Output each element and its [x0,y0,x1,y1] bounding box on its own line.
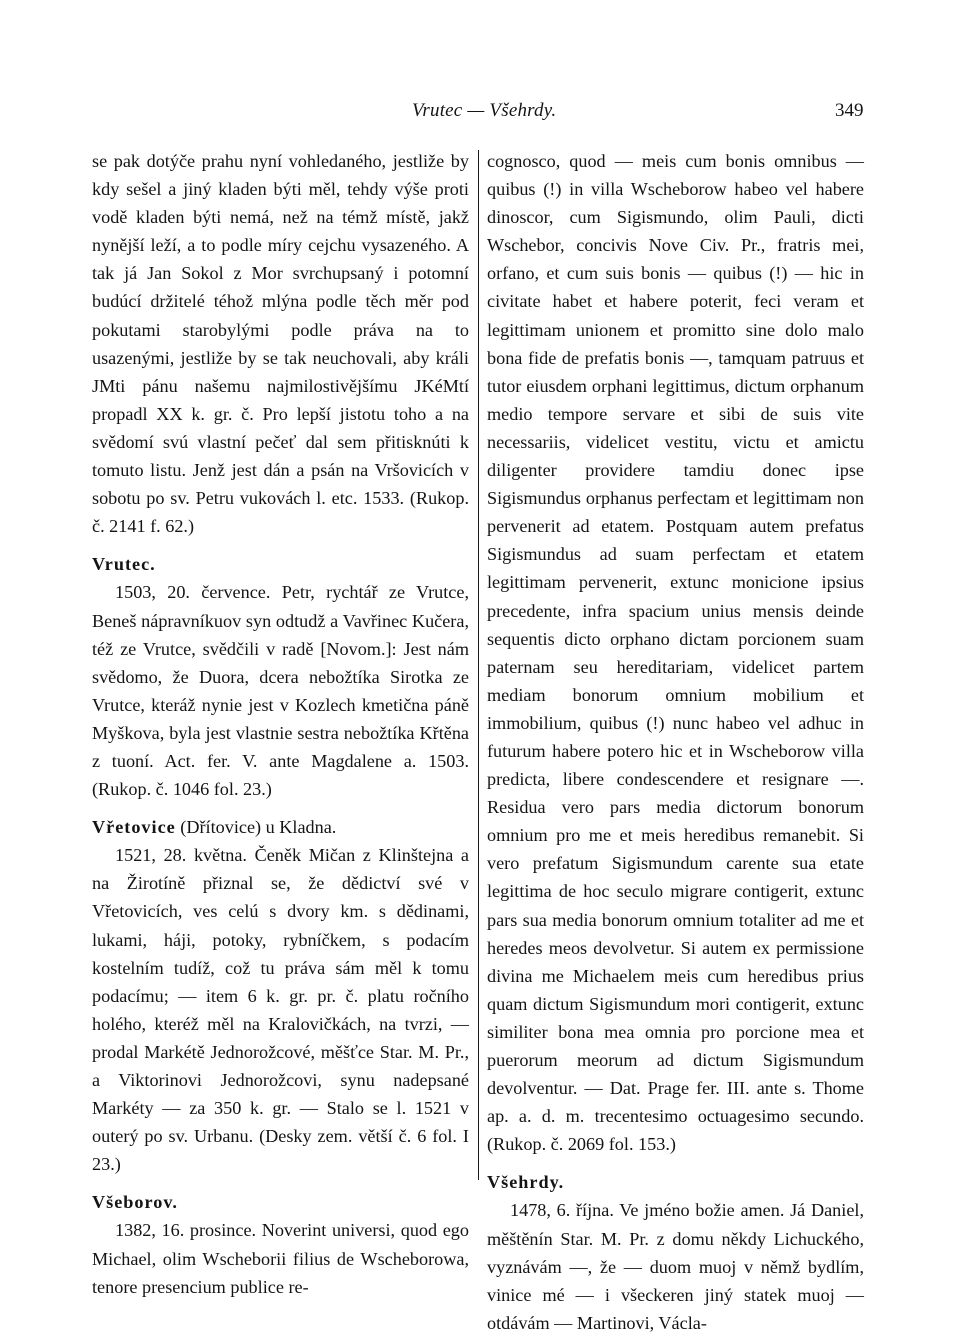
entry-title: Všehrdy. [487,1172,565,1193]
entry-text-vseborov: 1382, 16. prosince. Noverint universi, quod ego Michael, olim Wscheborii filius de Wscheborowa, tenore presencium publice re- [92,1220,469,1297]
right-column [487,147,864,1337]
page-number: 349 [835,100,864,121]
entry-heading-vsehrdy [487,1168,864,1196]
entry-heading-vretovice [92,813,469,841]
paragraph-continuation: se pak dotýče prahu nyní vohledaného, jestliže by kdy sešel a jiný kladen býti měl, tehdy výše proti vodě kladen býti nemá, než na témž místě, jakž nynější leží, a to podle míry cejchu vysazeného. A tak já Jan Sokol z Mor svrchupsaný i potomní budúcí držitelé téhož mlýna podle těch měr pod pokutami starobylými podle práva na to usazenými, jestliže by se tak neuchovali, aby králi JMti pánu našemu najmilostivějšímu JKéMtí propadl XX k. gr. č. Pro lepší jistotu toho a na svědomí svú vlastní pečeť dal sem přitisknúti k tomuto listu. Jenž jest dán a psán na Vršovicích v sobotu po sv. Petru vukovách l. etc. 1533. (Rukop. č. 2141 f. 62.) [92,151,469,537]
entry-title: Vrutec. [92,554,156,575]
entry-title: Všeborov. [92,1192,178,1213]
entry-text-vsehrdy: 1478, 6. října. Ve jméno božie amen. Já Daniel, měštěnín Star. M. Pr. z domu někdy Lichuckého, vyznávám —, že — duom muoj v němž bydlím, vinice mé — i všeckeren jiný statek muoj — otdávám — Martinovi, Václa- [487,1200,864,1333]
entry-heading-vseborov [92,1188,469,1216]
entry-text-vretovice: 1521, 28. května. Čeněk Mičan z Klinštejna a na Žirotíně přiznal se, že dědictví své v Vřetovicích, ves celú s dvory km. s dědinami, lukami, háji, potoky, rybníčkem, s podacím kostelním tudíž, což tu práva sám měl k tomu podacímu; — item 6 k. gr. pr. č. platu ročního holého, kteréž měl na Kralovičkách, na tvrzi, — prodal Markétě Jednorožcové, měšťce Star. M. Pr., a Viktorinovi Jednorožcovi, synu nadepsané Markéty — za 350 k. gr. — Stalo se l. 1521 v outerý po sv. Urbanu. (Desky zem. větší č. 6 fol. I 23.) [92,845,469,1175]
left-column [92,147,469,1301]
entry-text-vrutec: 1503, 20. července. Petr, rychtář ze Vrutce, Beneš nápravníkuov syn odtudž a Vavřinec Kučera, též ze Vrutce, svědčili v radě [Novom.]: Jest nám svědomo, že Duora, dcera nebožtíka Sirotka ze Vrutce, kteráž nynie jest v Kozlech kmetična páně Myškova, byla jest vlastnie sestra nebožtíka Křtěna z tuoní. Act. fer. V. ante Magdalene a. 1503. (Rukop. č. 1046 fol. 23.) [92,582,469,800]
paragraph-continuation: cognosco, quod — meis cum bonis omnibus — quibus (!) in villa Wscheborow habeo vel habere dinoscor, cum Sigismundo, olim Pauli, dicti Wschebor, concivis Nove Civ. Pr., fratris mei, orfano, et cum suis bonis — quibus (!) — hic in civitate habet et habere poterit, feci veram et legittimam unionem et promitto sine dolo malo bona fide de prefatis bonis —, tamquam patruus et tutor eiusdem orphani legittimus, dictum orphanum medio tempore servare et sibi de suis vite necessariis, videlicet vestitu, victu et amictu diligenter providere tamdiu donec ipse Sigismundus orphanus perfectam et legittimam non pervenerit ad etatem. Postquam autem prefatus Sigismundus ad suam perfectam et etatem legittimam pervenerit, extunc monicione ipsius precedente, infra spacium unius mensis deinde sequentis dicto orphano dictam porcionem suam paternam seu hereditariam, videlicet partem mediam bonorum omnium mobilium et immobilium, quibus (!) nunc habeo vel adhuc in futurum habere potero hic et in Wscheborow villa predicta, libere condescendere et resignare —. Residua vero pars media dictorum bonorum omnium pro me et meis heredibus remanebit. Si vero prefatum Sigismundum carente sua etate legittima de hoc seculo migrare contigerit, extunc pars sua media bonorum omnium totaliter ad me et heredes meos devolvetur. Si autem ex permissione divina me Michaelem meis cum heredibus prius quam dictum Sigismundum mori contigerit, extunc similiter bona mea omnia pro porcione mea et puerorum meorum ad dictum Sigismundum devolventur. — Dat. Prage fer. III. ante s. Thome ap. a. d. m. trecentesimo octuagesimo secundo. (Rukop. č. 2069 fol. 153.) [487,151,864,1155]
entry-subtitle: (Dřítovice) u Kladna. [175,817,337,838]
column-divider [478,150,479,1180]
entry-heading-vrutec [92,550,469,578]
running-head: Vrutec — Všehrdy. [412,100,557,121]
entry-title: Vřetovice [92,817,176,838]
page-header [0,100,960,130]
